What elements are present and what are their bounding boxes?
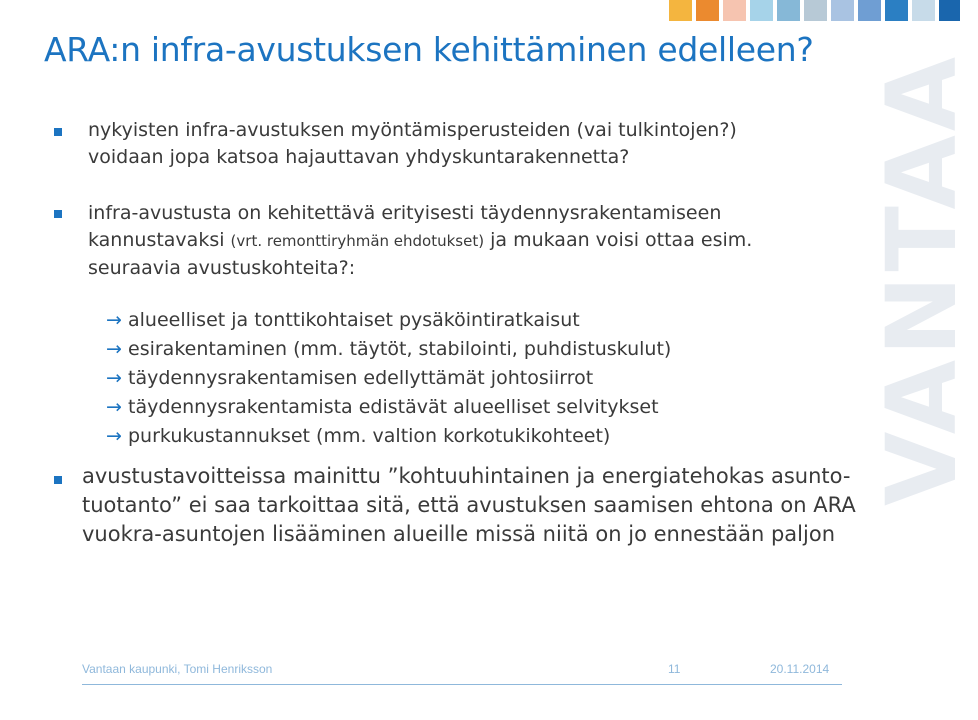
footer-divider: [82, 684, 842, 685]
bullet-square-icon: [54, 128, 62, 136]
decor-square: [750, 0, 773, 21]
bullet-2-text: ja mukaan voisi ottaa esim.: [484, 229, 753, 251]
slide-title: ARA:n infra-avustuksen kehittäminen edelleen?: [44, 30, 814, 69]
bullet-1: [88, 117, 828, 171]
decor-square: [939, 0, 960, 21]
arrow-right-icon: →: [106, 309, 122, 331]
bullet-2: [88, 200, 848, 282]
final-bullet-line: tuotanto” ei saa tarkoittaa sitä, että avustuksen saamisen ehtona on ARA: [82, 493, 856, 517]
sub-item: [106, 335, 671, 364]
final-bullet-line: vuokra-asuntojen lisääminen alueille missä niitä on jo ennestään paljon: [82, 522, 836, 546]
decor-square: [885, 0, 908, 21]
final-bullet: [82, 462, 872, 549]
sub-item-text: täydennysrakentamisen edellyttämät johtosiirrot: [128, 367, 594, 389]
vantaa-logo-watermark: [866, 52, 978, 506]
bullet-square-icon: [54, 210, 62, 218]
bullet-2-note: (vrt. remonttiryhmän ehdotukset): [230, 232, 485, 250]
sub-item: [106, 364, 593, 393]
sub-item-text: täydennysrakentamista edistävät alueelliset selvitykset: [128, 396, 659, 418]
decor-square: [696, 0, 719, 21]
vantaa-logo-text: VANTAA: [866, 52, 978, 506]
footer-date: 20.11.2014: [770, 662, 830, 676]
bullet-square-icon: [54, 476, 62, 484]
bullet-2-text: kannustavaksi: [88, 229, 231, 251]
arrow-right-icon: →: [106, 396, 122, 418]
arrow-right-icon: →: [106, 338, 122, 360]
arrow-right-icon: →: [106, 425, 122, 447]
final-bullet-line: avustustavoitteissa mainittu ”kohtuuhintainen ja energiatehokas asunto-: [82, 464, 851, 488]
footer-organization: Vantaan kaupunki, Tomi Henriksson: [82, 662, 273, 676]
bullet-1-line: voidaan jopa katsoa hajauttavan yhdyskuntarakennetta?: [88, 146, 630, 168]
sub-item: [106, 393, 659, 422]
sub-item-text: esirakentaminen (mm. täytöt, stabilointi, puhdistuskulut): [128, 338, 672, 360]
sub-item-text: alueelliset ja tonttikohtaiset pysäköintiratkaisut: [128, 309, 580, 331]
decor-square: [912, 0, 935, 21]
bullet-2-line: [88, 227, 848, 255]
decor-square: [669, 0, 692, 21]
decor-square: [858, 0, 881, 21]
footer-page-number: 11: [668, 662, 681, 676]
arrow-right-icon: →: [106, 367, 122, 389]
decor-square: [723, 0, 746, 21]
decor-square: [804, 0, 827, 21]
sub-item-text: purkukustannukset (mm. valtion korkotukikohteet): [128, 425, 611, 447]
sub-item: [106, 306, 580, 335]
bullet-1-line: nykyisten infra-avustuksen myöntämisperusteiden (vai tulkintojen?): [88, 119, 737, 141]
bullet-2-line: seuraavia avustuskohteita?:: [88, 257, 356, 279]
decor-square: [777, 0, 800, 21]
sub-item: [106, 422, 610, 451]
decor-square: [831, 0, 854, 21]
bullet-2-line: infra-avustusta on kehitettävä erityisesti täydennysrakentamiseen: [88, 202, 722, 224]
